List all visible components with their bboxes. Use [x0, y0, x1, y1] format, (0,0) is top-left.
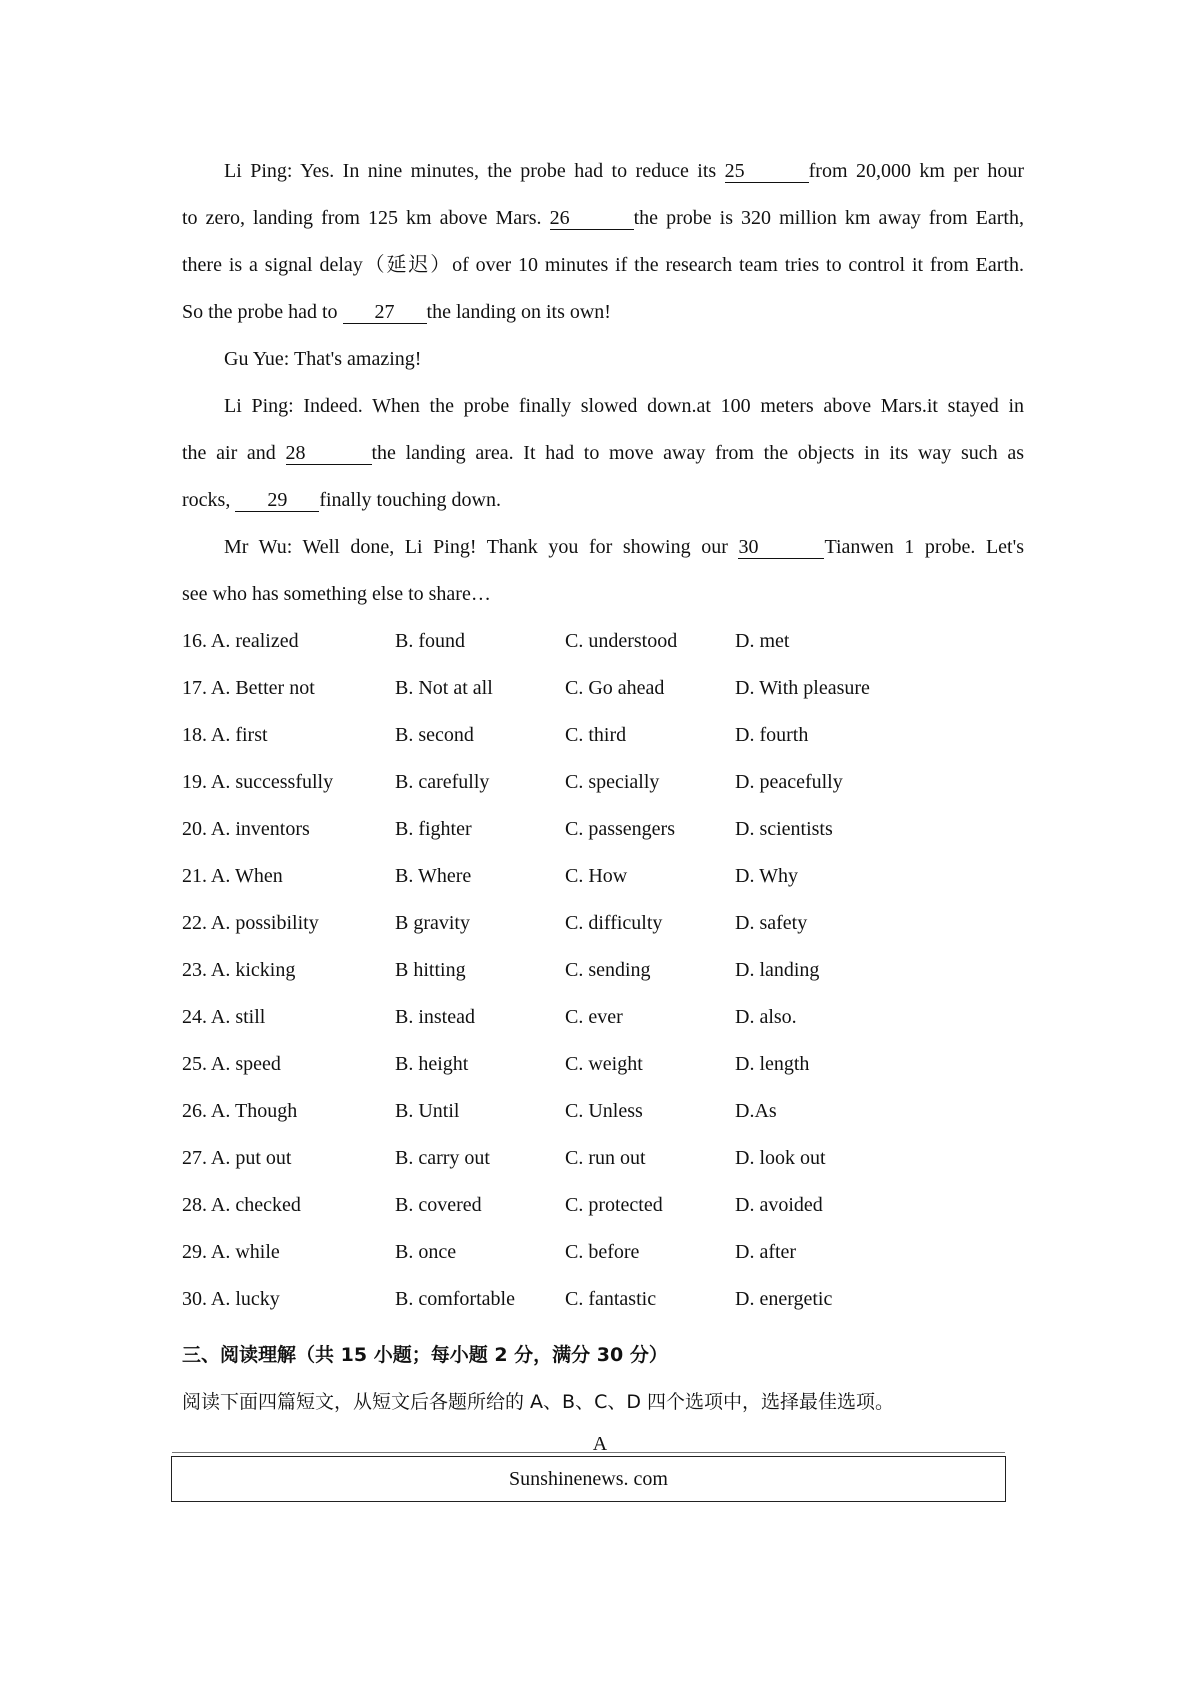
option-c: C. fantastic — [565, 1288, 657, 1310]
option-b: B. instead — [395, 1006, 475, 1028]
section-heading — [182, 1341, 668, 1369]
section-heading-text: 分） — [623, 1344, 668, 1366]
option-b: B hitting — [395, 959, 466, 981]
option-d: D. length — [735, 1053, 810, 1075]
option-a: 30. A. lucky — [182, 1288, 280, 1310]
option-a: 19. A. successfully — [182, 771, 334, 793]
dialogue-line: there is a signal delay（延迟）of over 10 minutes if the research team tries to control it from Earth. — [182, 254, 1024, 276]
dialogue-line: Gu Yue: That's amazing! — [224, 348, 422, 370]
option-d: D. landing — [735, 959, 820, 981]
option-d: D. look out — [735, 1147, 826, 1169]
option-b: B. Where — [395, 865, 472, 887]
option-d: D. scientists — [735, 818, 833, 840]
option-d: D. met — [735, 630, 790, 652]
option-a: 25. A. speed — [182, 1053, 281, 1075]
option-b: B gravity — [395, 912, 470, 934]
passage-label: A — [592, 1433, 608, 1455]
option-a: 18. A. first — [182, 724, 268, 746]
dialogue-line — [182, 533, 1024, 561]
option-d: D. also. — [735, 1006, 797, 1028]
option-a: 23. A. kicking — [182, 959, 296, 981]
section-heading-text: 分，满分 — [507, 1344, 597, 1366]
dialogue-text: Tianwen 1 probe. Let's — [824, 536, 1025, 558]
dialogue-text: the probe is 320 million km away from Earth, — [633, 207, 1024, 229]
option-b: B. covered — [395, 1194, 482, 1216]
option-b: B. second — [395, 724, 474, 746]
option-b: B. carry out — [395, 1147, 490, 1169]
dialogue-line: Li Ping: Indeed. When the probe finally slowed down.at 100 meters above Mars.it stayed in — [224, 395, 1024, 417]
option-c: C. third — [565, 724, 627, 746]
option-a: 16. A. realized — [182, 630, 299, 652]
option-b: B. fighter — [395, 818, 472, 840]
option-d: D. Why — [735, 865, 798, 887]
dialogue-text: finally touching down. — [319, 489, 501, 511]
option-d: D. With pleasure — [735, 677, 870, 699]
dialogue-text: Mr Wu: Well done, Li Ping! Thank you for showing our — [224, 536, 739, 558]
option-b: B. once — [395, 1241, 457, 1263]
option-d: D. avoided — [735, 1194, 823, 1216]
option-d: D.As — [735, 1100, 777, 1122]
option-a: 28. A. checked — [182, 1194, 301, 1216]
option-c: C. protected — [565, 1194, 663, 1216]
blank-25: 25 — [725, 160, 809, 183]
dialogue-line — [182, 486, 1024, 514]
option-c: C. specially — [565, 771, 660, 793]
dialogue-text: the landing area. It had to move away from the objects in its way such as — [371, 442, 1024, 464]
option-c: C. difficulty — [565, 912, 663, 934]
option-a: 26. A. Though — [182, 1100, 298, 1122]
option-c: C. Unless — [565, 1100, 643, 1122]
option-c: C. run out — [565, 1147, 646, 1169]
option-c: C. understood — [565, 630, 678, 652]
option-d: D. after — [735, 1241, 797, 1263]
website-header-box — [171, 1456, 1006, 1502]
website-title: Sunshinenews. com — [509, 1468, 668, 1490]
section-points-each: 2 — [494, 1344, 508, 1366]
option-a: 24. A. still — [182, 1006, 266, 1028]
option-a: 27. A. put out — [182, 1147, 292, 1169]
option-a: 17. A. Better not — [182, 677, 315, 699]
section-instruction: 阅读下面四篇短文，从短文后各题所给的 A、B、C、D 四个选项中，选择最佳选项。 — [182, 1391, 895, 1413]
dialogue-text: So the probe had to — [182, 301, 343, 323]
dialogue-text: to zero, landing from 125 km above Mars. — [182, 207, 550, 229]
option-c: C. ever — [565, 1006, 623, 1028]
option-b: B. height — [395, 1053, 469, 1075]
option-b: B. found — [395, 630, 465, 652]
option-c: C. weight — [565, 1053, 643, 1075]
dialogue-line — [182, 439, 1024, 467]
option-b: B. Until — [395, 1100, 460, 1122]
option-c: C. passengers — [565, 818, 675, 840]
option-c: C. How — [565, 865, 628, 887]
dialogue-text: Li Ping: Yes. In nine minutes, the probe had to reduce its — [224, 160, 725, 182]
section-question-count: 15 — [340, 1344, 368, 1366]
option-b: B. comfortable — [395, 1288, 515, 1310]
section-heading-text: 三、阅读理解（共 — [182, 1344, 341, 1366]
dialogue-line — [182, 298, 1024, 326]
option-b: B. carefully — [395, 771, 490, 793]
option-a: 22. A. possibility — [182, 912, 319, 934]
divider — [172, 1452, 1005, 1453]
option-c: C. sending — [565, 959, 651, 981]
blank-28: 28 — [286, 442, 372, 465]
blank-26: 26 — [550, 207, 634, 230]
blank-30: 30 — [738, 536, 824, 559]
option-d: D. fourth — [735, 724, 809, 746]
option-a: 29. A. while — [182, 1241, 280, 1263]
dialogue-text: the air and — [182, 442, 286, 464]
blank-29: 29 — [235, 489, 319, 512]
dialogue-text: rocks, — [182, 489, 236, 511]
option-b: B. Not at all — [395, 677, 493, 699]
dialogue-text: from 20,000 km per hour — [808, 160, 1024, 182]
option-a: 21. A. When — [182, 865, 283, 887]
dialogue-text: the landing on its own! — [426, 301, 611, 323]
dialogue-line — [182, 204, 1024, 232]
option-a: 20. A. inventors — [182, 818, 310, 840]
dialogue-line — [182, 157, 1024, 185]
blank-27: 27 — [343, 301, 427, 324]
option-c: C. before — [565, 1241, 640, 1263]
option-d: D. energetic — [735, 1288, 833, 1310]
option-d: D. peacefully — [735, 771, 843, 793]
section-heading-text: 小题；每小题 — [367, 1344, 495, 1366]
section-total-points: 30 — [596, 1344, 624, 1366]
dialogue-line: see who has something else to share… — [182, 583, 491, 605]
option-d: D. safety — [735, 912, 808, 934]
option-c: C. Go ahead — [565, 677, 665, 699]
